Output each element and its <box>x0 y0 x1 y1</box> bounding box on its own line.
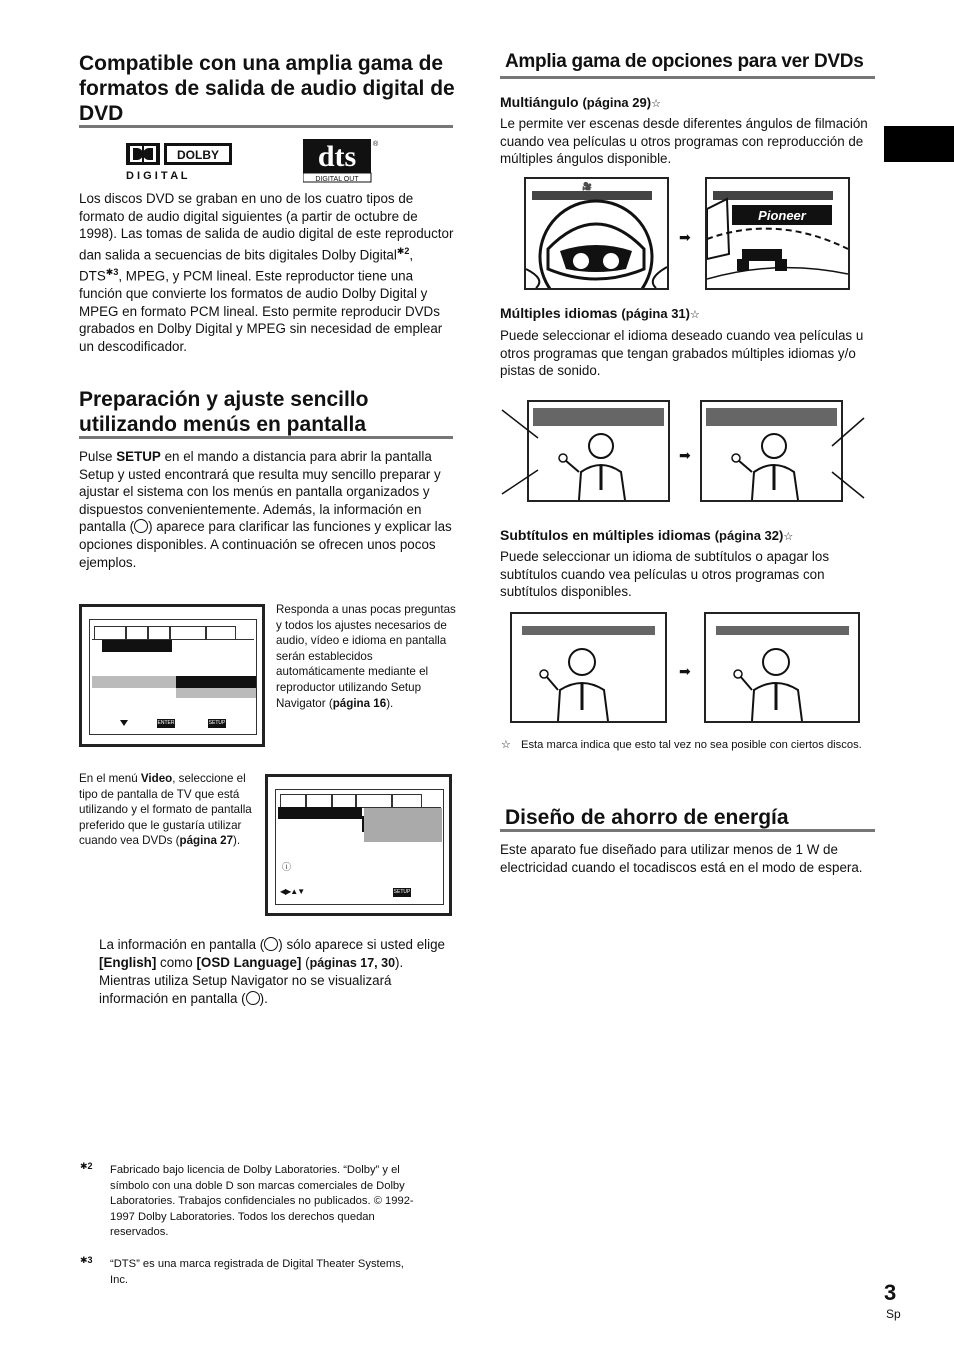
dolby-logo-sub: D I G I T A L <box>126 170 188 182</box>
page-number: 3 <box>884 1280 897 1305</box>
enter-key-label: ENTER <box>157 720 175 726</box>
section-tab-marker <box>884 126 954 162</box>
video-keyword: Video <box>140 772 173 785</box>
footnote-ref-3: ✱3 <box>105 266 119 277</box>
screen-option-panel <box>364 808 442 842</box>
right-arrow-icon: ➡ <box>679 447 691 463</box>
dts-logo-sub: DIGITAL OUT <box>315 176 359 183</box>
dts-logo-word: dts <box>317 140 357 173</box>
page-ref: página 27 <box>179 834 234 848</box>
footnote-mark: ✱2 <box>80 1161 93 1171</box>
subtitle-image-1 <box>510 612 667 723</box>
dolby-digital-logo <box>126 143 236 183</box>
heading-rule <box>79 436 453 439</box>
heading-energy-saving: Diseño de ahorro de energía <box>505 806 789 829</box>
screen-highlight-bar <box>278 807 362 819</box>
multi-angle-image-racecar <box>705 177 850 290</box>
info-icon: ⓘ <box>282 862 292 872</box>
svg-text:🎥: 🎥 <box>582 182 592 191</box>
star-note-text: Esta marca indica que esto tal vez no sea posible con ciertos discos. <box>521 739 862 751</box>
footnote-mark: ✱3 <box>80 1255 93 1265</box>
info-circle-icon <box>264 937 278 951</box>
right-arrow-icon: ➡ <box>679 663 691 679</box>
multi-language-image-1 <box>527 400 670 502</box>
heading-rule <box>500 829 875 832</box>
video-menu-screen <box>265 774 452 916</box>
star-icon: ☆ <box>501 739 511 751</box>
heading-preparation: Preparación y ajuste sencillo utilizando menús en pantalla <box>79 388 369 436</box>
heading-dvd-options: Amplia gama de opciones para ver DVDs <box>505 51 864 72</box>
setup-key-label: SETUP <box>208 720 226 726</box>
text-multi-subtitle: Puede seleccionar un idioma de subtítulos o apagar los subtítulos cuando vea películas u otros programas con subtítulos disponibles. <box>500 549 830 600</box>
navigation-arrows-icon: ◀▶▲▼ <box>280 887 305 896</box>
info-circle-icon <box>134 519 148 533</box>
setup-navigator-screen <box>79 604 265 747</box>
note-info-display: La información en pantalla ( ) sólo aparece si usted elige [English] como [OSD Language] (páginas 17, 30). Mientras utiliza Setup Navigator no se visualizará información en pantalla ( ). <box>99 937 446 1006</box>
page-language: Sp <box>886 1307 901 1321</box>
dolby-logo-word: DOLBY <box>177 148 219 162</box>
subheading-multi-subtitle: Subtítulos en múltiples idiomas (página 32)☆ <box>500 527 794 543</box>
paragraph-compatible: Los discos DVD se graban en uno de los cuatro tipos de formato de audio digital siguientes (a partir de octubre de 1998). Las tomas de salida de audio digital de este reproductor dan salida a secuencias de bits digitales Dolby Digital$^{✱2}$, $DTS^{✱3}$, MPEG, y PCM lineal. Este reproductor tiene una función que convierte los formatos de audio Dolby Digital y MPEG en formato PCM lineal. Esto permite reproducir DVDs grabados en Dolby Digital y MPEG sin necesidad de emplear un descodificador. <box>79 191 454 354</box>
down-arrow-icon <box>120 719 128 727</box>
subheading-multi-language: Múltiples idiomas (página 31)☆ <box>500 305 700 321</box>
screen-cursor <box>362 816 364 832</box>
footnote-ref-2: ✱2 <box>396 245 410 256</box>
subheading-multi-angle: Multiángulo (página 29)☆ <box>500 94 661 110</box>
pioneer-brand-text: Pioneer <box>758 208 806 223</box>
footnote-dolby: Fabricado bajo licencia de Dolby Laboratories. “Dolby” y el símbolo con una doble D son marcas comerciales de Dolby Laboratories. Trabajos confidenciales no publicados. © 1992-1997 Dolby Laboratories. Todos los derechos quedan reservados. <box>110 1164 414 1239</box>
footnote-dts: “DTS” es una marca registrada de Digital Theater Systems, Inc. <box>110 1258 404 1286</box>
heading-rule <box>500 76 875 79</box>
text-multi-language: Puede seleccionar el idioma deseado cuando vea películas u otros programas que tengan grabados múltiples idiomas y/o pistas de sonido. <box>500 328 864 379</box>
caption-video-menu: En el menú Video, seleccione el tipo de pantalla de TV que está utilizando y el formato de pantalla preferido que le gustaría utilizar cuando vea DVDs (página 27). <box>79 772 252 848</box>
right-arrow-icon: ➡ <box>679 229 691 245</box>
heading-rule <box>79 125 453 128</box>
setup-keyword: SETUP <box>116 449 161 464</box>
sound-waves-left <box>500 398 540 502</box>
page-ref: página 16 <box>332 696 387 710</box>
text-multi-angle: Le permite ver escenas desde diferentes ángulos de filmación cuando vea películas u otros programas con reproducción de múltiples ángulos disponible. <box>500 116 868 167</box>
text-energy-saving: Este aparato fue diseñado para utilizar menos de 1 W de electricidad cuando el tocadiscos está en el modo de espera. <box>500 842 863 875</box>
screen-selected-bar <box>176 676 256 688</box>
heading-compatible: Compatible con una amplia gama de formatos de salida de audio digital de DVD <box>79 52 455 125</box>
subtitle-image-2 <box>704 612 860 723</box>
screen-tab-row <box>92 626 254 640</box>
multi-language-image-2 <box>700 400 843 502</box>
screen-option-bar <box>176 688 256 698</box>
caption-setup-navigator: Responda a unas pocas preguntas y todos los ajustes necesarios de audio, vídeo e idioma en pantalla serán establecidos automáticamente mediante el reproductor utilizando Setup Navigator (página 16). <box>276 603 456 710</box>
screen-option-bar <box>92 676 176 688</box>
sound-waves-right <box>828 410 868 502</box>
dts-registered-mark: ® <box>373 141 379 148</box>
screen-highlight-bar <box>102 640 172 652</box>
info-circle-icon <box>246 991 260 1005</box>
setup-key-label: SETUP <box>393 889 411 895</box>
screen-tab-row <box>278 794 441 808</box>
dts-digital-out-logo <box>303 139 379 183</box>
multi-angle-image-helmet <box>524 177 669 290</box>
paragraph-setup: Pulse SETUP en el mando a distancia para abrir la pantalla Setup y usted encontrará que resulta muy sencillo preparar y ajustar el sistema con los menús en pantalla organizados y dispuestos convenientemente. Además, la información en pantalla ( ) aparece para clarificar las funciones y explicar las opciones disponibles. A continuación se ofrecen unos pocos ejemplos. <box>79 449 452 570</box>
